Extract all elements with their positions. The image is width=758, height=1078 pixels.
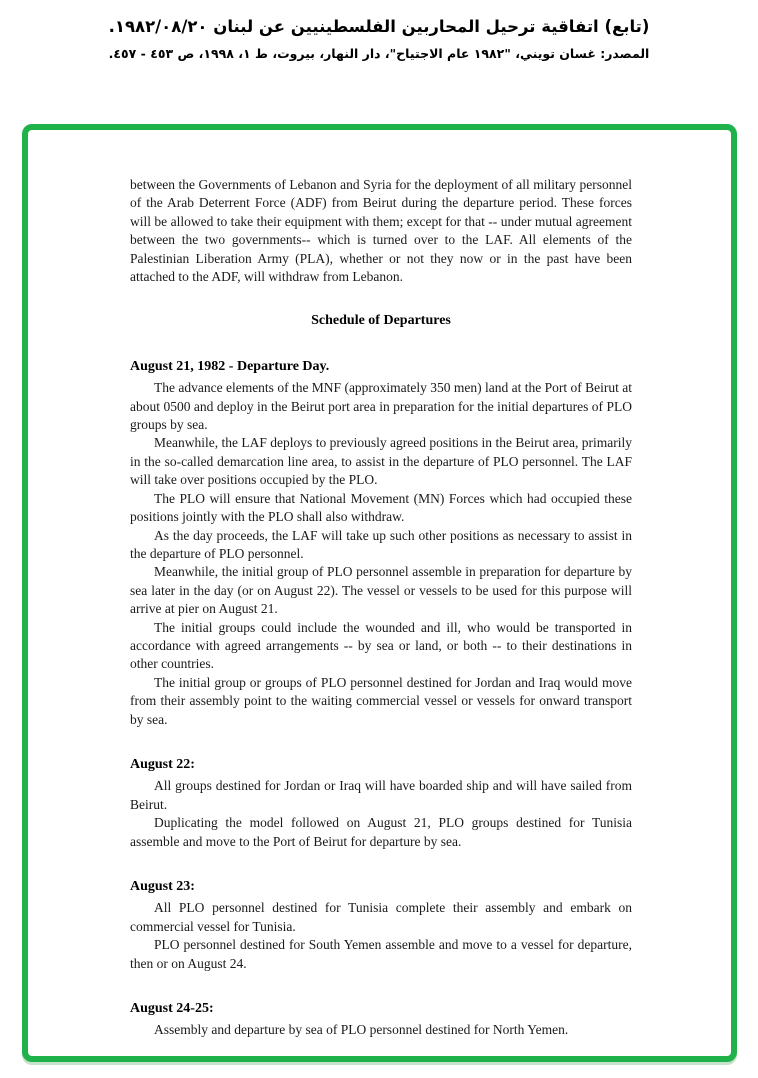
paragraph: Duplicating the model followed on August 21, PLO groups destined for Tunisia assemble and move to the Port of Beirut for departure by sea. xyxy=(130,815,632,849)
paragraph: The initial groups could include the wounded and ill, who would be transported in accordance with agreed arrangements -- by sea or land, or both -- to their destinations in other countries. xyxy=(130,619,632,672)
schedule-of-departures-title: Schedule of Departures xyxy=(311,313,451,329)
date-heading-august-23: August 23: xyxy=(130,879,195,894)
paragraph: All groups destined for Jordan or Iraq will have boarded ship and will have sailed from Beirut. xyxy=(130,778,632,812)
paragraph: All PLO personnel destined for Tunisia complete their assembly and embark on commercial vessel for Tunisia. xyxy=(130,900,632,934)
paragraph-intro-continuation: between the Governments of Lebanon and Syria for the deployment of all military personnel of the Arab Deterrent Force (ADF) from Beirut during the departure period. These forces will be allowed to take their equipment with them; except for that -- under mutual agreement between the two governments-- which is turned over to the LAF. All elements of the Palestinian Liberation Army (PLA), whether or not they now or in the past have been attached to the ADF, will withdraw from Lebanon. xyxy=(130,177,632,285)
paragraph: Meanwhile, the LAF deploys to previously agreed positions in the Beirut area, primarily in the so-called demarcation line area, to assist in the departure of PLO personnel. The LAF will take over positions occupied by the PLO. xyxy=(130,435,632,488)
section-august-21 xyxy=(130,358,632,729)
date-heading-august-22: August 22: xyxy=(130,756,195,772)
document-body xyxy=(130,176,632,1040)
document-title-arabic: (تابع) اتفاقية ترحيل المحاربين الفلسطينيين عن لبنان ١٩٨٢/٠٨/٢٠. xyxy=(108,17,650,36)
date-heading-august-24-25: August 24-25: xyxy=(130,1001,214,1017)
arabic-header xyxy=(0,14,758,66)
date-heading-august-21: August 21, 1982 - Departure Day. xyxy=(130,358,330,374)
paragraph: PLO personnel destined for South Yemen assemble and move to a vessel for departure, then or on August 24. xyxy=(130,937,632,971)
section-august-23 xyxy=(130,878,632,973)
paragraph: As the day proceeds, the LAF will take up such other positions as necessary to assist in the departure of PLO personnel. xyxy=(130,527,632,561)
section-august-24-25 xyxy=(130,1000,632,1040)
paragraph: Assembly and departure by sea of PLO personnel destined for North Yemen. xyxy=(154,1022,569,1038)
source-citation-arabic: المصدر: غسان تويني، "١٩٨٢ عام الاجتياح"، دار النهار، بيروت، ط ١، ١٩٩٨، ص ٤٥٣ - ٤٥٧. xyxy=(108,46,650,61)
page-frame xyxy=(22,124,737,1062)
paragraph: The initial group or groups of PLO personnel destined for Jordan and Iraq would move from their assembly point to the waiting commercial vessel or vessels for onward transport by sea. xyxy=(130,674,632,727)
paragraph: The PLO will ensure that National Movement (MN) Forces which had occupied these positions jointly with the PLO shall also withdraw. xyxy=(130,490,632,525)
paragraph: Meanwhile, the initial group of PLO personnel assemble in preparation for departure by sea later in the day (or on August 22). The vessel or vessels to be used for this purpose will arrive at pier on August 21. xyxy=(130,564,632,617)
section-august-22 xyxy=(130,756,632,851)
paragraph: The advance elements of the MNF (approximately 350 men) land at the Port of Beirut at about 0500 and deploy in the Beirut port area in preparation for the initial departures of PLO groups by sea. xyxy=(130,380,632,433)
